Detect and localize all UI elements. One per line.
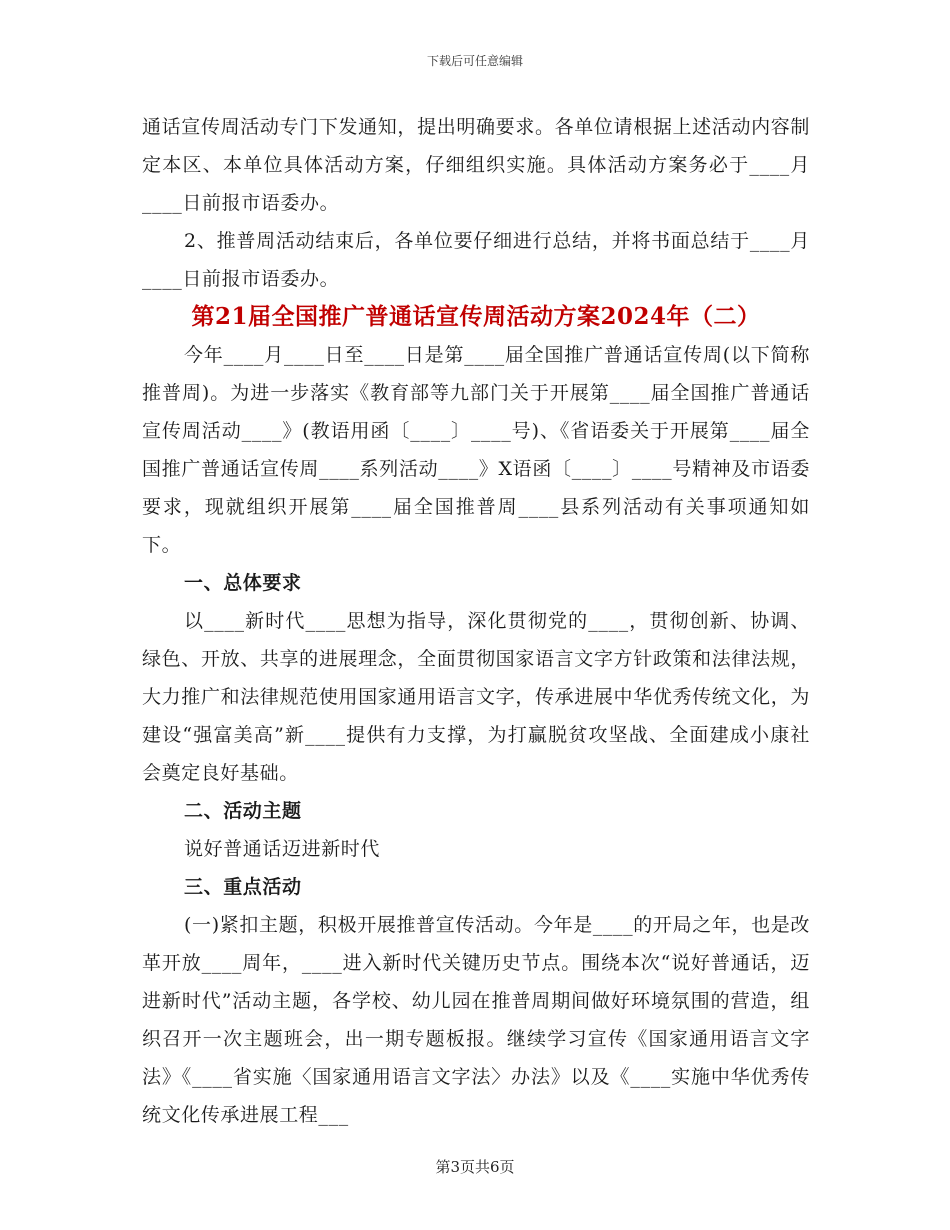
paragraph-intro: 今年____月____日至____日是第____届全国推广普通话宣传周(以下简称推普周)。为进一步落实《教育部等九部门关于开展第____届全国推广普通话宣传周活动____》(教语用函〔____〕____号)、《省语委关于开展第____届全国推广普通话宣传周____系列活动____》X语函〔____〕____号精神及市语委要求，现就组织开展第____届全国推普周____县系列活动有关事项通知如下。 [142, 344, 810, 556]
heading-general-requirements: 一、总体要求 [184, 572, 302, 594]
paragraph-theme: 说好普通话迈进新时代 [184, 838, 381, 860]
paragraph-requirements: 以____新时代____思想为指导，深化贯彻党的____，贯彻创新、协调、绿色、开放、共享的进展理念，全面贯彻国家语言文字方针政策和法律法规，大力推广和法律规范使用国家通用语言文字，传承进展中华优秀传统文化，为建设“强富美高”新____提供有力支撑，为打赢脱贫攻坚战、全面建成小康社会奠定良好基础。 [142, 610, 810, 784]
heading-key-activities: 三、重点活动 [184, 876, 302, 898]
paragraph-activities: (一)紧扣主题，积极开展推普宣传活动。今年是____的开局之年，也是改革开放____周年，____进入新时代关键历史节点。围绕本次“说好普通话，迈进新时代”活动主题，各学校、幼儿园在推普周期间做好环境氛围的营造，组织召开一次主题班会，出一期专题板报。继续学习宣传《国家通用语言文字法》《____省实施〈国家通用语言文字法〉办法》以及《____实施中华优秀传统文化传承进展工程___ [142, 914, 810, 1126]
paragraph-summary: 2、推普周活动结束后，各单位要仔细进行总结，并将书面总结于____月____日前报市语委办。 [142, 230, 810, 290]
page-number: 第3页共6页 [435, 1158, 515, 1176]
paragraph-continued: 通话宣传周活动专门下发通知，提出明确要求。各单位请根据上述活动内容制定本区、本单位具体活动方案，仔细组织实施。具体活动方案务必于____月____日前报市语委办。 [142, 116, 810, 214]
document-body [142, 108, 810, 1134]
header-note: 下载后可任意编辑 [426, 54, 523, 68]
heading-activity-theme: 二、活动主题 [184, 800, 302, 822]
section-title: 第21届全国推广普通话宣传周活动方案2024年（二） [191, 303, 761, 330]
